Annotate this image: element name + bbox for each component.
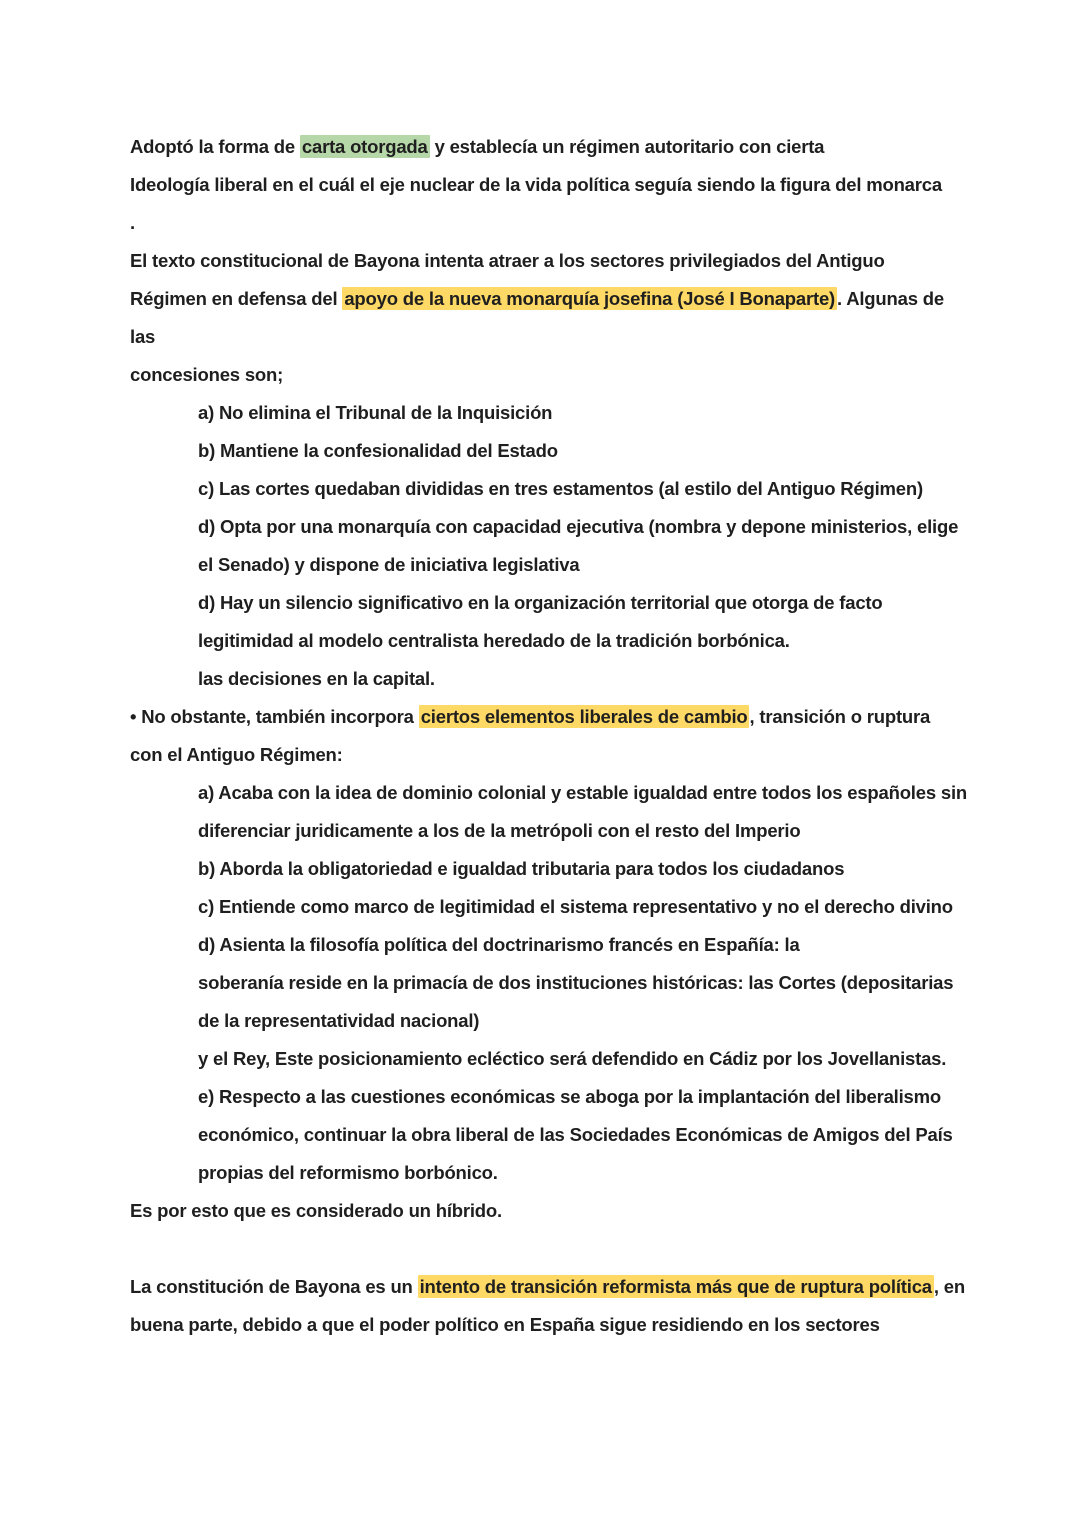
text-line: [130, 660, 970, 698]
text-line: [130, 1306, 970, 1344]
text-segment: y el Rey, Este posicionamiento ecléctico será defendido en Cádiz por los Jovellanistas.: [198, 1048, 947, 1069]
text-line: [130, 584, 970, 622]
text-line: [130, 1002, 970, 1040]
text-segment: . Algunas de las: [130, 288, 949, 347]
text-segment: el Senado) y dispone de iniciativa legislativa: [198, 554, 580, 575]
text-line: [130, 242, 970, 280]
text-line: [130, 964, 970, 1002]
text-segment: • No obstante, también incorpora: [130, 706, 419, 727]
highlight-yellow: apoyo de la nueva monarquía josefina (José I Bonaparte): [344, 288, 836, 309]
text-segment: d) Hay un silencio significativo en la organización territorial que otorga de facto: [198, 592, 883, 613]
text-line: [130, 432, 970, 470]
text-segment: concesiones son;: [130, 364, 284, 385]
text-segment: , en: [933, 1276, 965, 1297]
text-line: [130, 1268, 970, 1306]
text-line: [130, 166, 970, 204]
text-segment: c) Las cortes quedaban divididas en tres estamentos (al estilo del Antiguo Régimen): [198, 478, 923, 499]
text-line: [130, 774, 970, 812]
text-segment: d) Asienta la filosofía política del doctrinarismo francés en Españía: la: [198, 934, 800, 955]
text-segment: diferenciar juridicamente a los de la metrópoli con el resto del Imperio: [198, 820, 801, 841]
highlight-yellow: intento de transición reformista más que de ruptura política: [419, 1276, 932, 1297]
text-line: [130, 204, 970, 242]
text-line: [130, 1116, 970, 1154]
text-segment: de la representatividad nacional): [198, 1010, 480, 1031]
text-line: [130, 1078, 970, 1116]
text-segment: a) No elimina el Tribunal de la Inquisición: [198, 402, 553, 423]
text-line: [130, 850, 970, 888]
document-body: [130, 128, 970, 1344]
text-segment: a) Acaba con la idea de dominio colonial y estable igualdad entre todos los españoles sin: [198, 782, 967, 803]
text-segment: e) Respecto a las cuestiones económicas se aboga por la implantación del liberalismo: [198, 1086, 941, 1107]
text-line: [130, 280, 970, 356]
text-segment: las decisiones en la capital.: [198, 668, 435, 689]
highlight-yellow: ciertos elementos liberales de cambio: [420, 706, 748, 727]
text-line: [130, 926, 970, 964]
text-line: [130, 546, 970, 584]
text-line: [130, 356, 970, 394]
text-line: [130, 1040, 970, 1078]
text-line: [130, 470, 970, 508]
text-segment: El texto constitucional de Bayona intenta atraer a los sectores privilegiados del Antiguo: [130, 250, 885, 271]
text-segment: Régimen en defensa del: [130, 288, 343, 309]
text-segment: c) Entiende como marco de legitimidad el sistema representativo y no el derecho divino: [198, 896, 953, 917]
text-segment: buena parte, debido a que el poder político en España sigue residiendo en los sectores: [130, 1314, 880, 1335]
text-line: [130, 812, 970, 850]
text-segment: Es por esto que es considerado un híbrido.: [130, 1200, 502, 1221]
text-line: [130, 508, 970, 546]
text-segment: b) Mantiene la confesionalidad del Estado: [198, 440, 558, 461]
text-segment: La constitución de Bayona es un: [130, 1276, 418, 1297]
highlight-green: carta otorgada: [301, 136, 428, 157]
text-line: [130, 736, 970, 774]
text-segment: Ideología liberal en el cuál el eje nuclear de la vida política seguía siendo la figura del monarca: [130, 174, 942, 195]
blank-line: [130, 1230, 970, 1268]
text-line: [130, 698, 970, 736]
text-segment: con el Antiguo Régimen:: [130, 744, 343, 765]
text-segment: económico, continuar la obra liberal de las Sociedades Económicas de Amigos del País: [198, 1124, 953, 1145]
text-segment: , transición o ruptura: [749, 706, 931, 727]
text-line: [130, 888, 970, 926]
text-line: [130, 394, 970, 432]
text-segment: d) Opta por una monarquía con capacidad ejecutiva (nombra y depone ministerios, elige: [198, 516, 959, 537]
text-segment: soberanía reside en la primacía de dos instituciones históricas: las Cortes (depositarias: [198, 972, 954, 993]
text-segment: y establecía un régimen autoritario con cierta: [429, 136, 825, 157]
text-line: [130, 1154, 970, 1192]
text-line: [130, 622, 970, 660]
text-segment: b) Aborda la obligatoriedad e igualdad tributaria para todos los ciudadanos: [198, 858, 845, 879]
text-line: [130, 1192, 970, 1230]
text-segment: legitimidad al modelo centralista heredado de la tradición borbónica.: [198, 630, 790, 651]
text-segment: Adoptó la forma de: [130, 136, 300, 157]
text-segment: .: [130, 212, 135, 233]
text-segment: propias del reformismo borbónico.: [198, 1162, 498, 1183]
text-line: [130, 128, 970, 166]
